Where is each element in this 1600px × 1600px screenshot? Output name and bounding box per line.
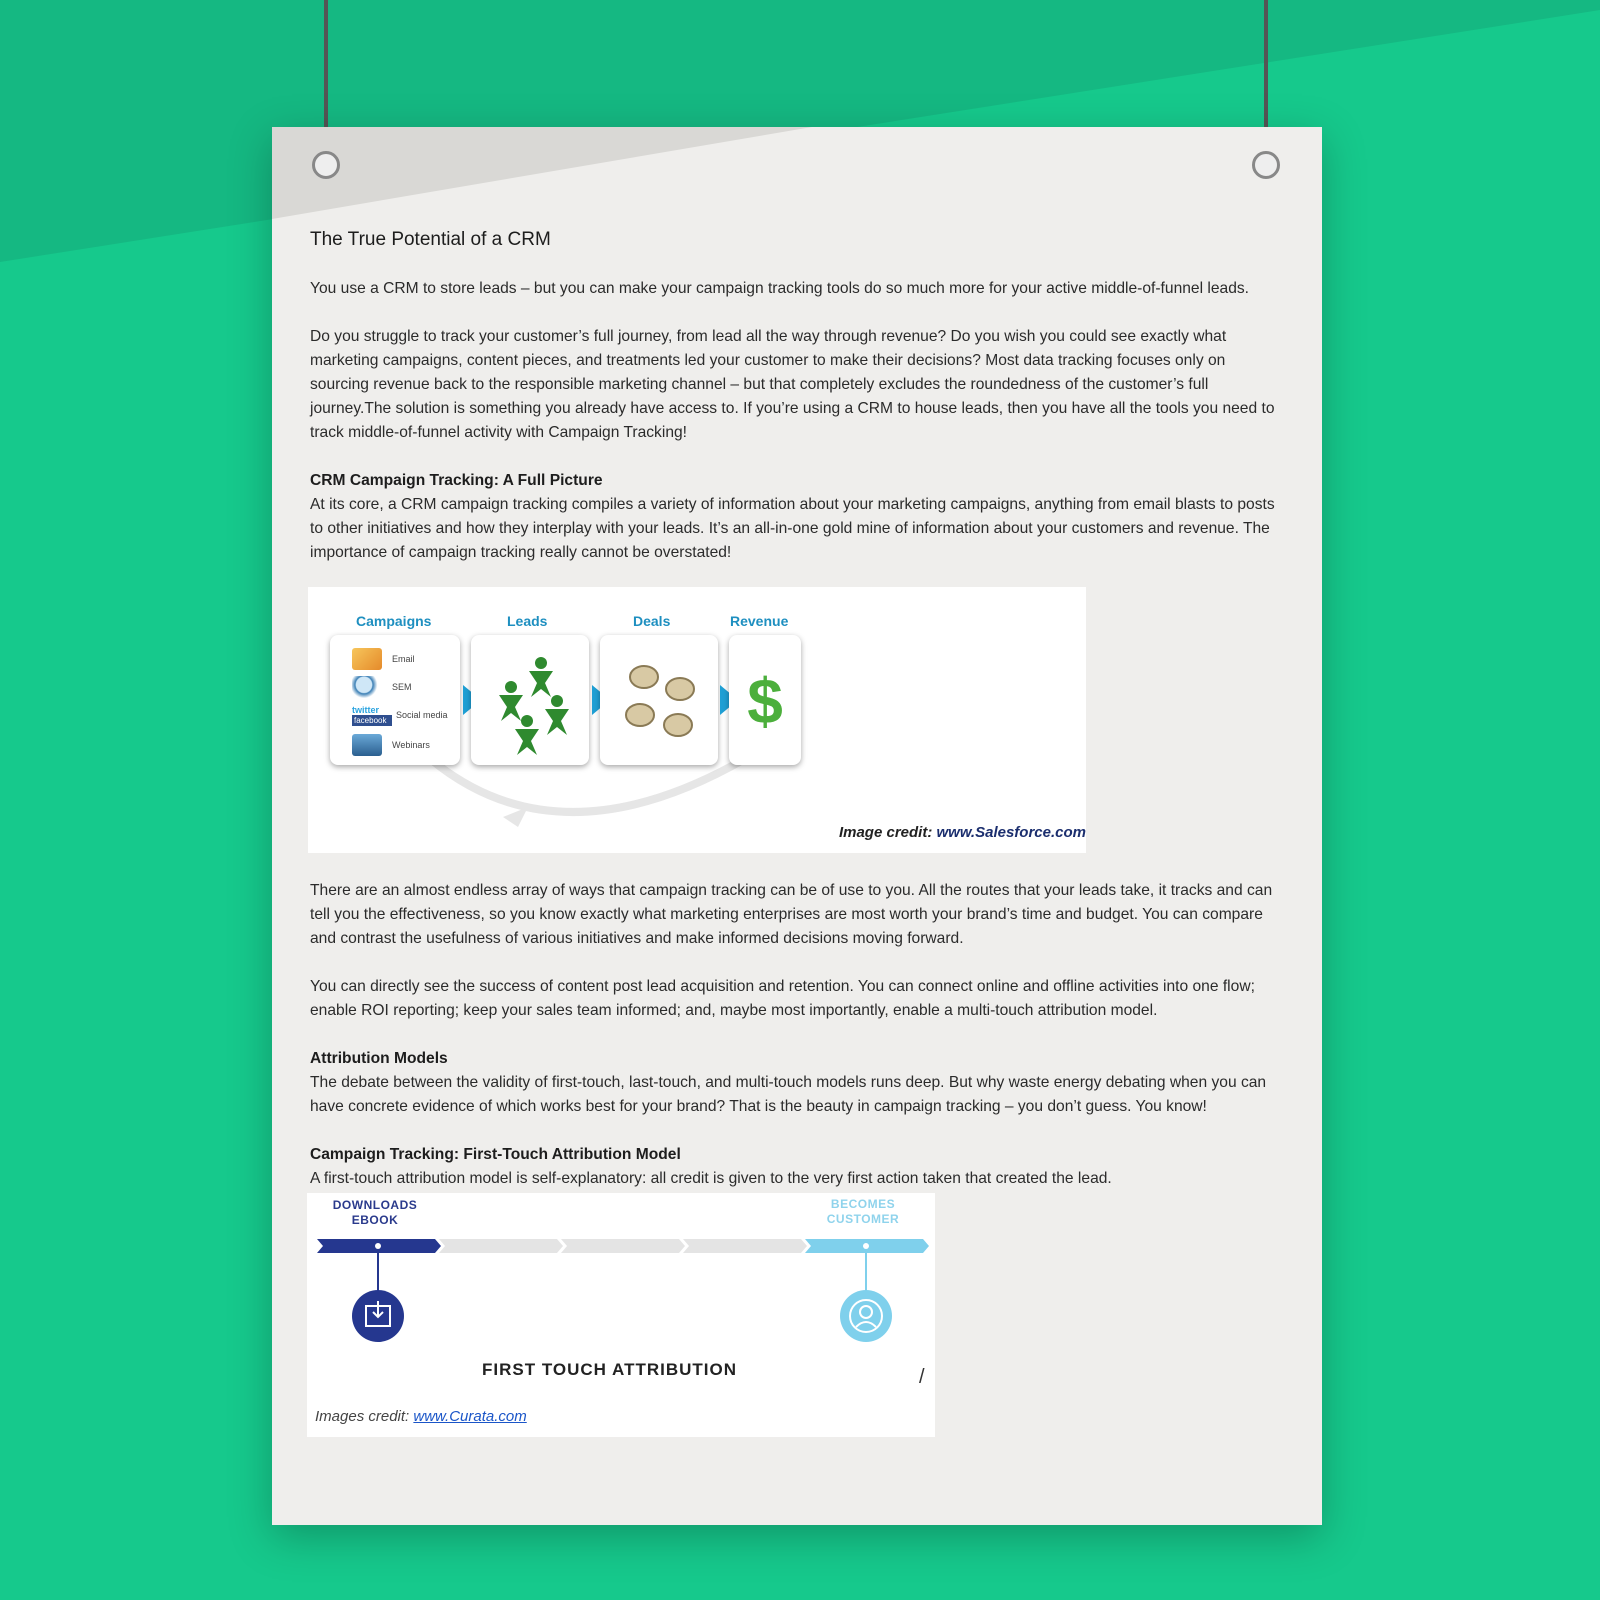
svg-text:$: $ [747,665,783,737]
channel-label: Webinars [392,740,430,750]
first-touch-attribution-image [307,1193,935,1437]
image-credit [839,821,1086,845]
channel-email [352,647,415,671]
revenue-box [729,635,801,765]
section-body-attribution: The debate between the validity of first-touch, last-touch, and multi-touch models runs deep. But why waste energy debating when you can have concrete evidence of which works best for your brand? That is the beauty in campaign tracking – you don’t guess. You know! [310,1074,1267,1115]
page-title: The True Potential of a CRM [310,229,551,250]
section-body-first-touch: A first-touch attribution model is self-explanatory: all credit is given to the very first action taken that created the lead. [310,1170,1112,1187]
channel-social [352,703,448,727]
stage-label-deals: Deals [633,613,671,629]
stage-label-revenue: Revenue [730,613,789,629]
left-hanger-ring [312,151,340,179]
channel-sem [352,675,412,699]
paper-shading [272,127,1322,227]
success-paragraph: You can directly see the success of content post lead acquisition and retention. You can connect online and offline activities into one flow; enable ROI reporting; keep your sales team informed; and, maybe most importantly, enable a multi-touch attribution model. [310,978,1255,1019]
magnifier-icon [352,676,382,698]
stage-label-campaigns: Campaigns [356,613,432,629]
journey-paragraph: Do you struggle to track your customer’s full journey, from lead all the way through revenue? Do you wish you could see exactly what marketing campaigns, content pieces, and treatments led your customer to make their decisions? Most data tracking focuses only on sourcing revenue back to the responsible marketing channel – but that completely excludes the roundedness of the customer’s full journey.The solution is something you already have access to. If you’re using a CRM to house leads, then you have all the tools you need to track middle-of-funnel activity with Campaign Tracking! [310,328,1275,441]
campaigns-box [330,635,460,765]
twitter-logo-text: twitter [352,704,379,715]
dollar-sign-icon [729,635,801,765]
right-hanger-wire [1264,0,1268,140]
section-heading-attribution: Attribution Models [310,1050,448,1067]
social-logos-icon [352,705,392,726]
people-icon [471,635,589,765]
email-envelope-icon [352,648,382,670]
facebook-logo-text: facebook [352,715,392,726]
section-heading-first-touch: Campaign Tracking: First-Touch Attribution Model [310,1146,681,1163]
right-hanger-ring [1252,151,1280,179]
credit-link[interactable]: www.Curata.com [413,1408,527,1425]
channel-webinars [352,733,430,757]
monitor-icon [352,734,382,756]
intro-paragraph: You use a CRM to store leads – but you can make your campaign tracking tools do so much more for your active middle-of-funnel leads. [310,280,1249,297]
download-icon [351,1289,405,1343]
section-heading-full-picture: CRM Campaign Tracking: A Full Picture [310,472,603,489]
credit-prefix: Images credit: [315,1408,414,1425]
end-label-line2: CUSTOMER [826,1212,900,1226]
credit-prefix: Image credit: [838,824,937,841]
section-body-full-picture: At its core, a CRM campaign tracking compiles a variety of information about your marketing campaigns, anything from email blasts to posts to other initiatives and how they interplay with your leads. It’s an all-in-one gold mine of information about your customers and revenue. The importance of campaign tracking really cannot be overstated! [310,496,1275,561]
article [310,227,1280,1437]
credit-link[interactable]: www.Salesforce.com [936,824,1086,841]
campaign-funnel-image [308,587,1086,853]
start-label-line1: DOWNLOADS [332,1198,418,1212]
channel-label: Social media [396,710,448,720]
left-hanger-wire [324,0,328,140]
start-label-line2: EBOOK [351,1213,399,1227]
coins-icon [600,635,718,765]
stage-label-leads: Leads [507,613,548,629]
customer-icon [839,1289,893,1343]
poster-sheet [272,127,1322,1525]
channel-label: Email [392,654,415,664]
end-label-line1: BECOMES [830,1197,896,1211]
channel-label: SEM [392,682,412,692]
figure-caption: FIRST TOUCH ATTRIBUTION [482,1360,737,1379]
leads-box [471,635,589,765]
deals-box [600,635,718,765]
end-label [813,1197,913,1227]
image-credit [315,1405,527,1429]
routes-paragraph: There are an almost endless array of ways that campaign tracking can be of use to you. All the routes that your leads take, it tracks and can tell you the effectiveness, so you know exactly what marketing enterprises are most worth your brand’s time and budget. You can compare and contrast the usefulness of various initiatives and make informed decisions moving forward. [310,882,1273,947]
start-label [325,1198,425,1228]
stray-mark: / [919,1366,925,1388]
